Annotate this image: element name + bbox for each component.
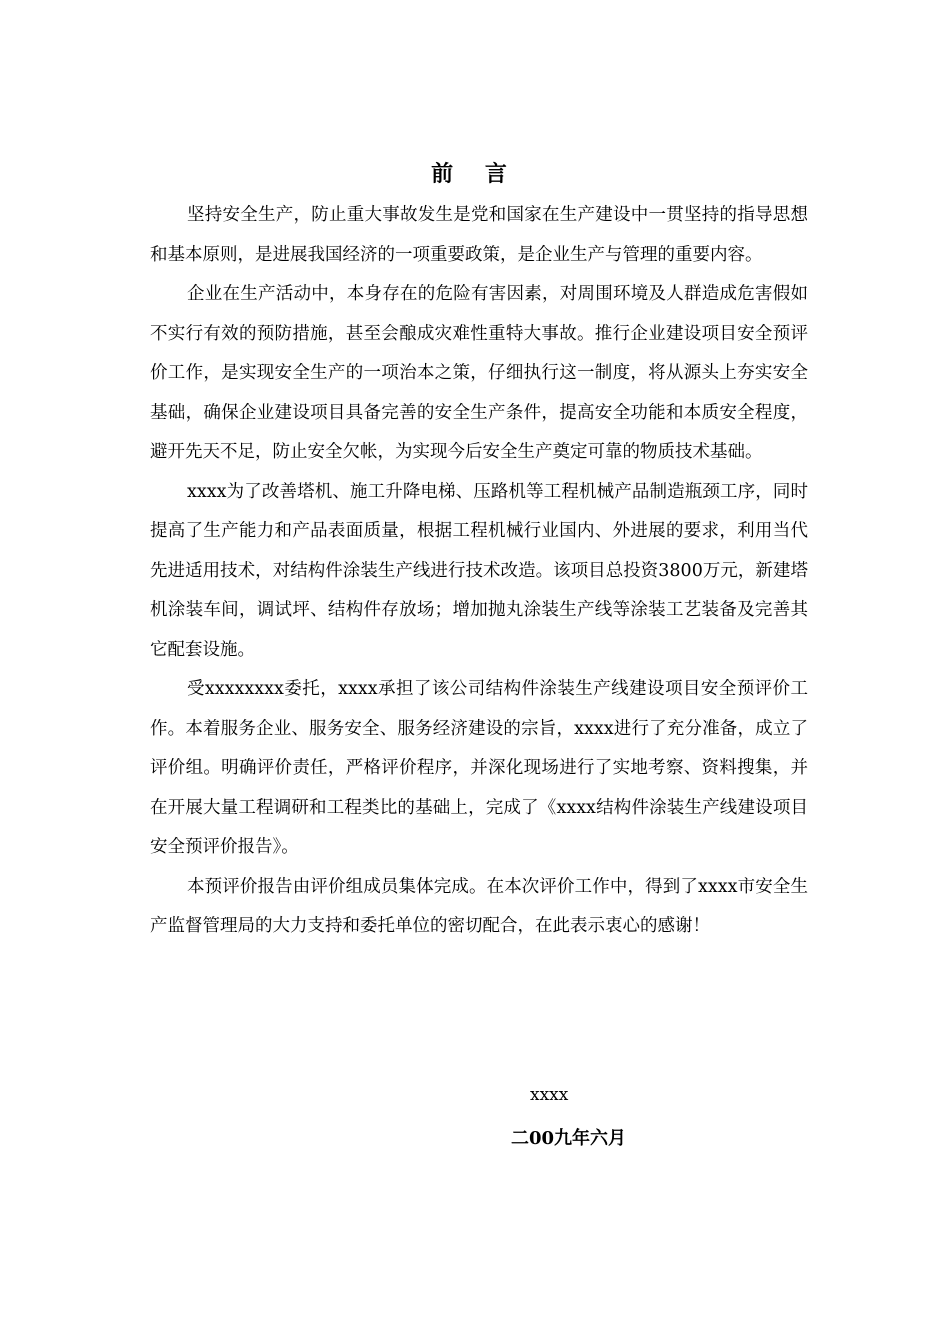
preface-body: [150, 196, 808, 947]
paragraph: 本预评价报告由评价组成员集体完成。在本次评价工作中，得到了xxxx市安全生产监督管理局的大力支持和委托单位的密切配合，在此表示衷心的感谢！: [150, 876, 808, 936]
signature-date: 二00九年六月: [511, 1128, 627, 1149]
signature-organization: xxxx: [530, 1085, 569, 1105]
paragraph: 坚持安全生产，防止重大事故发生是党和国家在生产建设中一贯坚持的指导思想和基本原则，是进展我国经济的一项重要政策，是企业生产与管理的重要内容。: [150, 205, 808, 265]
page-title: 前 言: [431, 161, 519, 187]
paragraph: 企业在生产活动中，本身存在的危险有害因素，对周围环境及人群造成危害假如不实行有效的预防措施，甚至会酿成灾难性重特大事故。推行企业建设项目安全预评价工作，是实现安全生产的一项治本之策，仔细执行这一制度，将从源头上夯实安全基础，确保企业建设项目具备完善的安全生产条件，提高安全功能和本质安全程度，避开先天不足，防止安全欠帐，为实现今后安全生产奠定可靠的物质技术基础。: [150, 284, 808, 462]
paragraph: 受xxxxxxxx委托，xxxx承担了该公司结构件涂装生产线建设项目安全预评价工作。本着服务企业、服务安全、服务经济建设的宗旨，xxxx进行了充分准备，成立了评价组。明确评价责任，严格评价程序，并深化现场进行了实地考察、资料搜集，并在开展大量工程调研和工程类比的基础上，完成了《xxxx结构件涂装生产线建设项目安全预评价报告》。: [150, 679, 808, 857]
paragraph: xxxx为了改善塔机、施工升降电梯、压路机等工程机械产品制造瓶颈工序，同时提高了生产能力和产品表面质量，根据工程机械行业国内、外进展的要求，利用当代先进适用技术，对结构件涂装生产线进行技术改造。该项目总投资3800万元，新建塔机涂装车间，调试坪、结构件存放场；增加抛丸涂装生产线等涂装工艺装备及完善其它配套设施。: [150, 481, 808, 660]
